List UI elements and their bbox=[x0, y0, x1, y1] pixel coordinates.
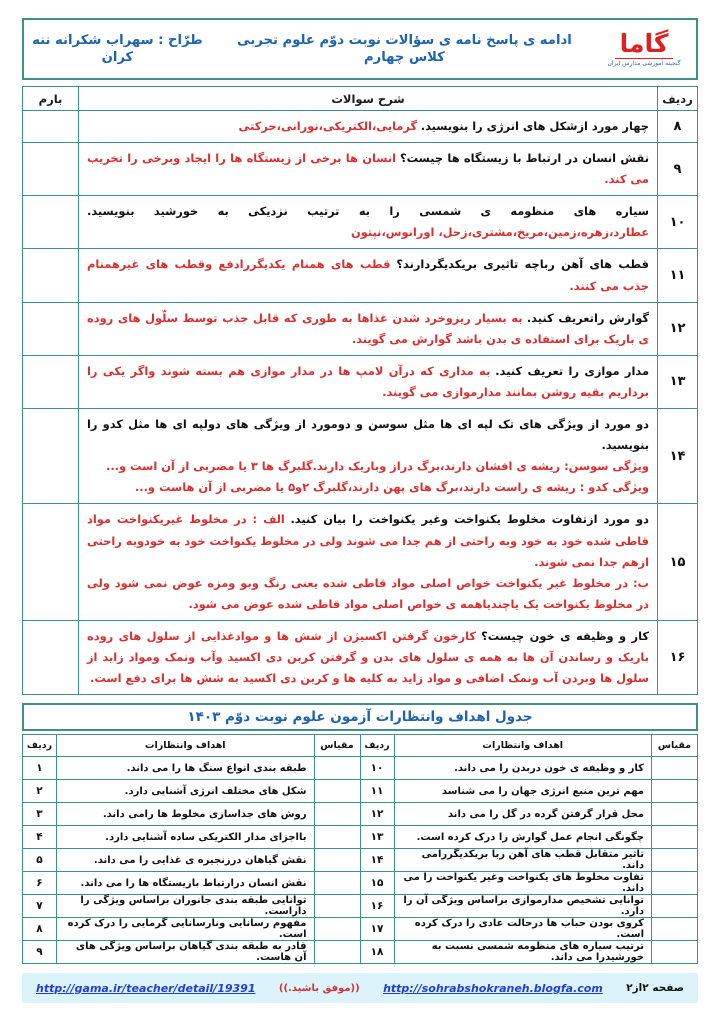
question-text: قطب های آهن رباچه تاثیری بریکدیگردارند؟ bbox=[396, 257, 649, 272]
goal-scale-left[interactable] bbox=[652, 918, 698, 941]
goal-text-right: شکل های مختلف انرژی آشنایی دارد. bbox=[57, 780, 315, 803]
table-row bbox=[23, 111, 698, 143]
goal-number-left: ۱۱ bbox=[360, 780, 394, 803]
goals-section-heading: جدول اهداف وانتظارات آزمون علوم نوبت دوّم ۱۴۰۳ bbox=[22, 703, 698, 731]
question-line bbox=[87, 477, 649, 498]
goal-scale-right[interactable] bbox=[314, 849, 360, 872]
question-line bbox=[87, 509, 649, 572]
table-row bbox=[23, 302, 698, 355]
goals-table-row bbox=[23, 872, 698, 895]
goals-table-row bbox=[23, 780, 698, 803]
goal-scale-right[interactable] bbox=[314, 872, 360, 895]
answer-text: ویژگی سوسن: ریشه ی افشان دارند،برگ دراز وباریک دارند.گلبرگ ها ۳ یا مضربی از آن است و... bbox=[106, 459, 649, 474]
page-number: صفحه ۲از۲ bbox=[626, 982, 684, 995]
goals-table-header-row bbox=[23, 735, 698, 757]
goal-number-right: ۴ bbox=[23, 826, 57, 849]
goals-table-row bbox=[23, 826, 698, 849]
answer-text: الف : در مخلوط غیریکنواخت مواد قاطی شده خود به خود وبه راحتی از هم جدا می شوند ولی در مخلوط یکنواخت خود به خودوبه راحتی ازهم جدا نمی شوند. bbox=[86, 512, 649, 569]
goal-scale-right[interactable] bbox=[314, 826, 360, 849]
gama-logo-rule bbox=[615, 58, 673, 59]
goal-number-right: ۷ bbox=[23, 895, 57, 918]
answer-text: به بسیار ریزوخرد شدن غذاها به طوری که قابل جذب توسط سلّول های روده ی باریک برای استفاده ی بدن باشد گوارش می گویند. bbox=[87, 310, 649, 346]
question-barem[interactable] bbox=[23, 504, 79, 620]
document-footer bbox=[22, 973, 698, 1003]
goal-scale-left[interactable] bbox=[652, 803, 698, 826]
goals-table-row bbox=[23, 803, 698, 826]
gama-logo bbox=[588, 20, 696, 78]
question-body bbox=[79, 620, 658, 694]
goal-scale-right[interactable] bbox=[314, 918, 360, 941]
question-barem[interactable] bbox=[23, 355, 79, 408]
goal-text-right: قادر به طبقه بندی گیاهان براساس ویژگی های آن هاست. bbox=[57, 941, 315, 964]
gama-logo-text: گاما bbox=[619, 29, 669, 58]
goals-table-row bbox=[23, 941, 698, 964]
goal-number-right: ۸ bbox=[23, 918, 57, 941]
goal-scale-left[interactable] bbox=[652, 872, 698, 895]
goal-text-left: کار و وظیفه ی خون دربدن را می داند. bbox=[394, 757, 652, 780]
table-row bbox=[23, 355, 698, 408]
question-barem[interactable] bbox=[23, 620, 79, 694]
goal-number-right: ۳ bbox=[23, 803, 57, 826]
question-number: ۱۴ bbox=[658, 409, 698, 504]
question-barem[interactable] bbox=[23, 143, 79, 196]
table-row bbox=[23, 143, 698, 196]
goal-number-left: ۱۸ bbox=[360, 941, 394, 964]
answer-text: قطب های همنام یکدیگررادفع وقطب های غیرهمنام جذب می کنند. bbox=[87, 257, 649, 293]
goal-scale-right[interactable] bbox=[314, 941, 360, 964]
goal-text-left: ترتیب سیاره های منظومه شمسی نسبت به خورشیدرا می داند. bbox=[394, 941, 652, 964]
goal-text-left: کروی بودن حباب ها درحالت عادی را درک کرده است. bbox=[394, 918, 652, 941]
answer-text: عطارد،زهره،زمین،مریخ،مشتری،زحل، اورانوس،نپتون bbox=[351, 225, 649, 240]
table-row bbox=[23, 504, 698, 620]
goal-text-left: تفاوت مخلوط های یکنواخت وغیر یکنواخت را می داند. bbox=[394, 872, 652, 895]
answer-text: به مداری که درآن لامپ ها در مدار موازی هم بسته شوند واگر یکی را برداریم بقیه روشن بمانند مدارموازی می گویند. bbox=[87, 363, 649, 399]
document-header bbox=[22, 18, 698, 80]
goal-number-right: ۵ bbox=[23, 849, 57, 872]
answer-text: ب: در مخلوط غیر یکنواخت خواص اصلی مواد قاطی شده یعنی رنگ وبو ومزه عوض نمی شود ولی در مخلوط یکنواخت یک یاچندیاهمه ی خواص اصلی مواد قاطی شده عوض می شود. bbox=[87, 575, 649, 611]
goals-column-header-goal-left: اهداف وانتظارات bbox=[394, 735, 652, 757]
question-line bbox=[87, 308, 649, 350]
goal-number-left: ۱۵ bbox=[360, 872, 394, 895]
questions-table bbox=[22, 86, 698, 695]
question-number: ۱۵ bbox=[658, 504, 698, 620]
goal-text-right: روش های جداسازی مخلوط ها رامی داند. bbox=[57, 803, 315, 826]
goal-number-right: ۱ bbox=[23, 757, 57, 780]
question-line bbox=[87, 201, 649, 243]
question-body bbox=[79, 143, 658, 196]
question-number: ۱۶ bbox=[658, 620, 698, 694]
answer-text: انسان ها برخی از زیستگاه ها را ایجاد وبرخی را تخریب می کند. bbox=[87, 151, 649, 187]
goal-text-left: محل قرار گرفتن گرده در گل را می داند bbox=[394, 803, 652, 826]
goal-text-right: بااجزای مدار الکتریکی ساده آشنایی دارد. bbox=[57, 826, 315, 849]
goal-scale-right[interactable] bbox=[314, 757, 360, 780]
goals-table-row bbox=[23, 895, 698, 918]
question-line bbox=[87, 254, 649, 296]
question-barem[interactable] bbox=[23, 409, 79, 504]
goal-scale-left[interactable] bbox=[652, 780, 698, 803]
question-text: مدار موازی را تعریف کنید. bbox=[495, 363, 649, 378]
question-line bbox=[87, 456, 649, 477]
question-text: سیاره های منظومه ی شمسی را به ترتیب نزدیکی به خورشید بنویسید. bbox=[87, 204, 649, 219]
goal-number-right: ۶ bbox=[23, 872, 57, 895]
goal-scale-left[interactable] bbox=[652, 826, 698, 849]
question-text: کار و وظیفه ی خون چیست؟ bbox=[481, 628, 649, 643]
goal-text-right: طبقه بندی انواع سنگ ها را می داند. bbox=[57, 757, 315, 780]
header-title-author: طرّاح : سهراب شکرانه ننه کران bbox=[32, 32, 203, 65]
question-body bbox=[79, 111, 658, 143]
table-row bbox=[23, 620, 698, 694]
goal-number-right: ۲ bbox=[23, 780, 57, 803]
question-line bbox=[87, 573, 649, 615]
goals-column-header-radif-left: ردیف bbox=[360, 735, 394, 757]
question-text: دو مورد از ویژگی های تک لپه ای ها مثل سوسن و دومورد از ویژگی های دولپه ای ها مثل کدو را بنویسید. bbox=[87, 417, 649, 453]
gama-logo-subtitle: گنجینه آموزشی مدارس ایران bbox=[607, 60, 681, 67]
goal-text-left: مهم ترین منبع انرژی جهان را می شناسد bbox=[394, 780, 652, 803]
question-line bbox=[87, 626, 649, 689]
goal-scale-left[interactable] bbox=[652, 895, 698, 918]
goals-column-header-radif-right: ردیف bbox=[23, 735, 57, 757]
goal-scale-right[interactable] bbox=[314, 780, 360, 803]
goals-table bbox=[22, 734, 698, 964]
question-number: ۸ bbox=[658, 111, 698, 143]
goals-column-header-scale-right: مقیاس bbox=[314, 735, 360, 757]
goal-text-right: توانایی طبقه بندی جانوران براساس ویژگی را داراست. bbox=[57, 895, 315, 918]
answer-text: ویژگی کدو : ریشه ی راست دارند،برگ های پهن دارند،گلبرگ ۲و۵ یا مضربی از آن هاست و... bbox=[134, 480, 649, 495]
table-row bbox=[23, 409, 698, 504]
question-body bbox=[79, 196, 658, 249]
goal-text-right: نقش گیاهان درزنجیره ی غذایی را می داند. bbox=[57, 849, 315, 872]
goal-text-right: نقش انسان درارتباط بازیستگاه ها را می داند. bbox=[57, 872, 315, 895]
question-line bbox=[87, 414, 649, 456]
goal-number-left: ۱۳ bbox=[360, 826, 394, 849]
question-barem[interactable] bbox=[23, 249, 79, 302]
goal-number-right: ۹ bbox=[23, 941, 57, 964]
column-header-description: شرح سوالات bbox=[79, 87, 658, 111]
goal-scale-left[interactable] bbox=[652, 941, 698, 964]
question-barem[interactable] bbox=[23, 302, 79, 355]
question-body bbox=[79, 302, 658, 355]
question-number: ۱۲ bbox=[658, 302, 698, 355]
question-number: ۱۰ bbox=[658, 196, 698, 249]
goal-text-left: چگونگی انجام عمل گوارش را درک کرده است. bbox=[394, 826, 652, 849]
table-row bbox=[23, 249, 698, 302]
question-line bbox=[87, 361, 649, 403]
question-text: چهار مورد ازشکل های انرژی را بنویسید. bbox=[420, 119, 649, 133]
goal-scale-right[interactable] bbox=[314, 895, 360, 918]
header-title bbox=[24, 20, 588, 78]
question-number: ۱۳ bbox=[658, 355, 698, 408]
question-line bbox=[87, 148, 649, 190]
goal-scale-left[interactable] bbox=[652, 849, 698, 872]
question-body bbox=[79, 355, 658, 408]
question-barem[interactable] bbox=[23, 111, 79, 143]
question-body bbox=[79, 504, 658, 620]
table-row bbox=[23, 196, 698, 249]
goals-table-row bbox=[23, 757, 698, 780]
good-luck-text: ((موفق باشید.)) bbox=[278, 982, 360, 994]
answer-text: کارخون گرفتن اکسیژن از شش ها و موادغذایی از سلول های روده باریک و رساندن آن ها به همه ی سلول های بدن و گرفتن کربن دی اکسید وآب ونمک ومواد زاید از سلول ها وبردن آب ونمک اضافی و مواد زاید به کلیه ها و کربن دی اکسید به شش ها برای دفع است. bbox=[87, 628, 649, 686]
goal-text-right: مفهوم رسانایی ونارسانایی گرمایی را درک کرده است. bbox=[57, 918, 315, 941]
goal-number-left: ۱۲ bbox=[360, 803, 394, 826]
goal-number-left: ۱۴ bbox=[360, 849, 394, 872]
goals-column-header-goal-right: اهداف وانتظارات bbox=[57, 735, 315, 757]
goal-number-left: ۱۷ bbox=[360, 918, 394, 941]
question-number: ۹ bbox=[658, 143, 698, 196]
header-title-main: ادامه ی پاسخ نامه ی سؤالات نوبت دوّم علوم تجربی کلاس چهارم bbox=[237, 32, 572, 65]
question-body bbox=[79, 409, 658, 504]
question-text: نقش انسان در ارتباط با زیستگاه ها چیست؟ bbox=[400, 151, 649, 166]
column-header-barem: بارم bbox=[23, 87, 79, 111]
questions-table-header-row bbox=[23, 87, 698, 111]
goal-text-left: تاثیر متقابل قطب های آهن ربا بریکدیگررامی داند. bbox=[394, 849, 652, 872]
goal-scale-right[interactable] bbox=[314, 803, 360, 826]
goals-table-row bbox=[23, 849, 698, 872]
question-line bbox=[87, 116, 649, 137]
column-header-radif: ردیف bbox=[658, 87, 698, 111]
goal-number-left: ۱۶ bbox=[360, 895, 394, 918]
goal-text-left: توانایی تشخیص مدارموازی براساس ویژگی آن را دارد. bbox=[394, 895, 652, 918]
question-text: دو مورد ازتفاوت مخلوط یکنواخت وغیر یکنواخت را بیان کنید. bbox=[290, 512, 649, 527]
answer-text: گرمایی،الکتریکی،نورانی،حرکتی bbox=[238, 119, 418, 133]
blog-link[interactable]: http://sohrabshokraneh.blogfa.com bbox=[383, 981, 603, 995]
goals-column-header-scale-left: مقیاس bbox=[652, 735, 698, 757]
question-body bbox=[79, 249, 658, 302]
goals-table-row bbox=[23, 918, 698, 941]
question-text: گوارش راتعریف کنید. bbox=[526, 310, 650, 325]
goal-number-left: ۱۰ bbox=[360, 757, 394, 780]
gama-link[interactable]: http://gama.ir/teacher/detail/19391 bbox=[36, 981, 256, 995]
question-barem[interactable] bbox=[23, 196, 79, 249]
question-number: ۱۱ bbox=[658, 249, 698, 302]
goal-scale-left[interactable] bbox=[652, 757, 698, 780]
